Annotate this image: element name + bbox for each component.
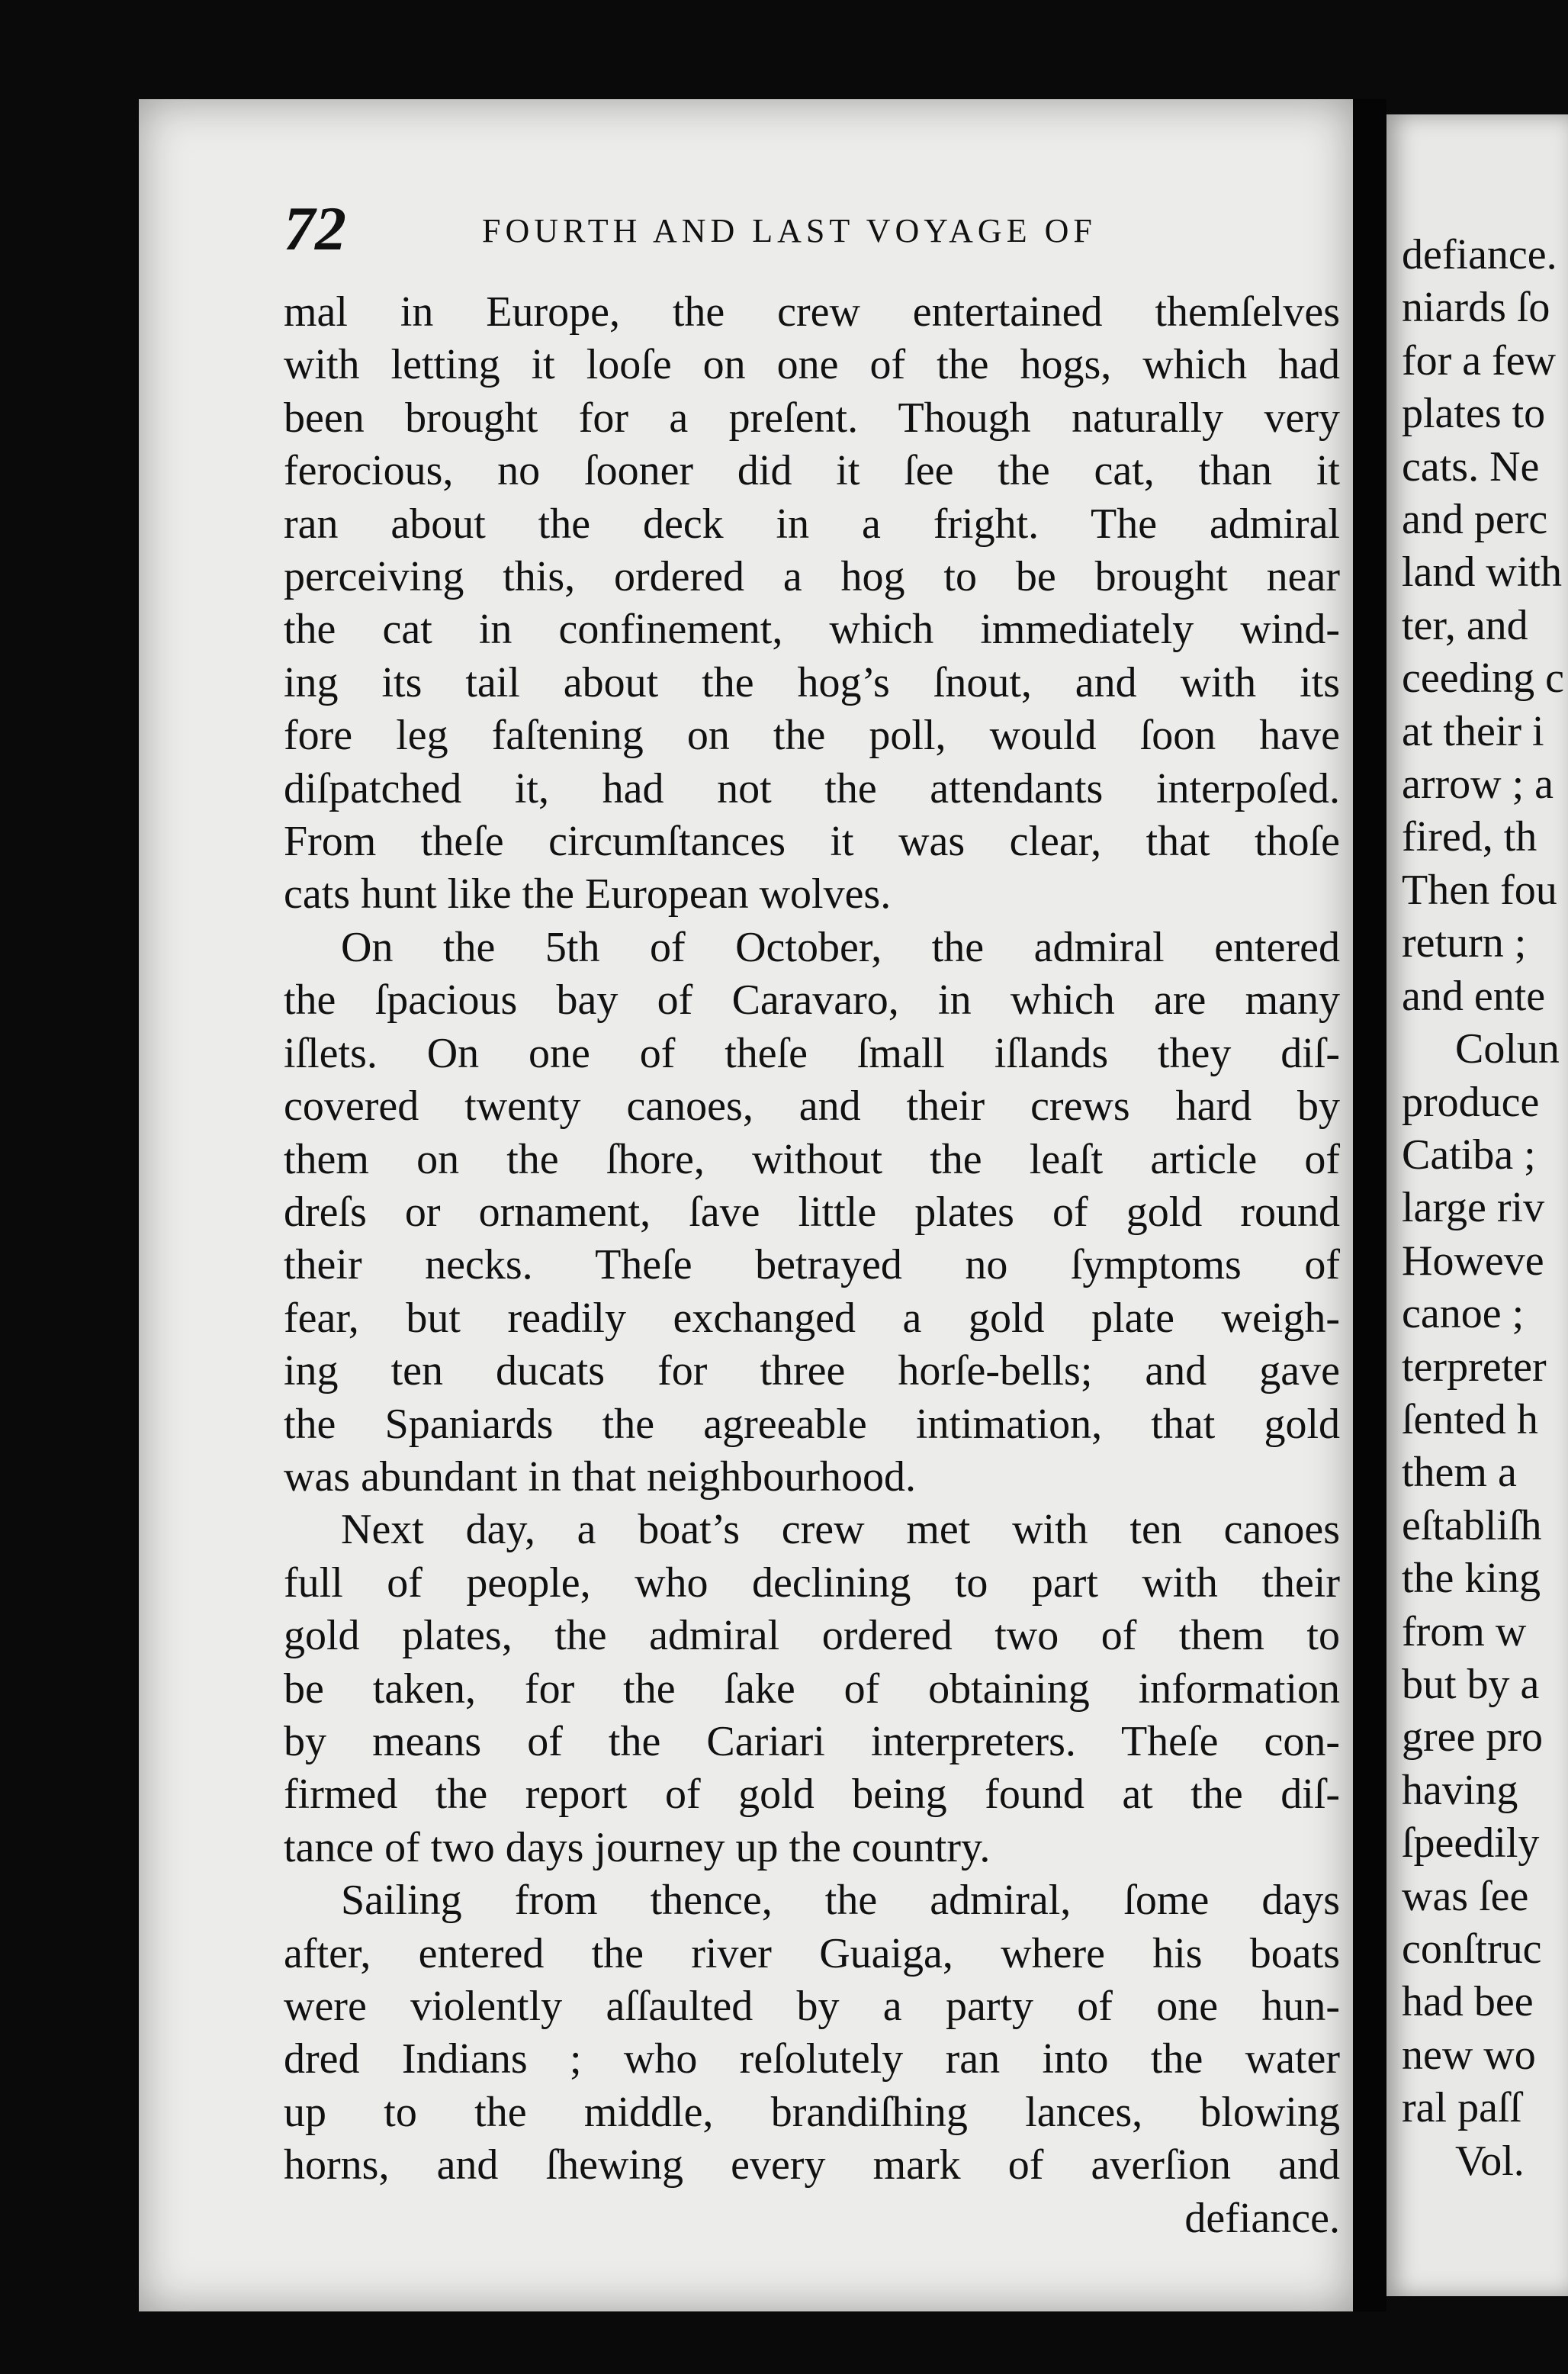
text-line: and perc: [1402, 496, 1548, 544]
text-line: after, entered the river Guaiga, where his boats: [284, 1929, 1340, 1977]
text-line: Sailing from thence, the admiral, ſome days: [341, 1877, 1340, 1925]
text-line: the cat in confinement, which immediately wind-: [284, 606, 1340, 654]
running-title: FOURTH AND LAST VOYAGE OF: [482, 212, 1097, 249]
text-line: by means of the Cariari interpreters. Theſe con-: [284, 1717, 1340, 1765]
text-line: Vol.: [1455, 2137, 1525, 2185]
text-line: Then fou: [1402, 866, 1557, 914]
text-line: fear, but readily exchanged a gold plate weigh-: [284, 1294, 1340, 1342]
text-line: ſpeedily: [1402, 1819, 1540, 1867]
text-line: covered twenty canoes, and their crews hard by: [284, 1082, 1340, 1131]
text-line: niards ſo: [1402, 284, 1550, 332]
text-line: the ſpacious bay of Caravaro, in which are many: [284, 976, 1340, 1025]
book-gutter: [1353, 99, 1386, 2311]
text-line: ſented h: [1402, 1395, 1538, 1443]
text-line: firmed the report of gold being found at the diſ-: [284, 1771, 1340, 1819]
text-line: gree pro: [1402, 1713, 1544, 1761]
text-line: with letting it looſe on one of the hogs, which had: [284, 341, 1340, 389]
text-line: the king: [1402, 1555, 1541, 1603]
text-line: been brought for a preſent. Though naturally very: [284, 394, 1340, 442]
text-line: new wo: [1402, 2031, 1536, 2079]
text-line: had bee: [1402, 1978, 1534, 2026]
text-line: From theſe circumſtances it was clear, that thoſe: [284, 818, 1340, 866]
text-line: the Spaniards the agreeable intimation, that gold: [284, 1400, 1340, 1448]
text-line: having: [1402, 1766, 1518, 1814]
text-line: ing its tail about the hog’s ſnout, and with its: [284, 658, 1340, 706]
text-line: were violently aſſaulted by a party of one hun-: [284, 1983, 1340, 2030]
page-number: 72: [284, 194, 346, 263]
text-line: ral paſſ: [1402, 2084, 1522, 2132]
text-line: large riv: [1402, 1184, 1545, 1232]
text-line: up to the middle, brandiſhing lances, blowing: [284, 2088, 1340, 2136]
text-line: at their i: [1402, 707, 1544, 755]
text-line: cats. Ne: [1402, 442, 1540, 491]
text-line: and ente: [1402, 972, 1546, 1020]
text-line: was abundant in that neighbourhood.: [284, 1452, 916, 1501]
text-line: but by a: [1402, 1660, 1540, 1708]
text-line: ter, and: [1402, 601, 1528, 649]
text-line: was ſee: [1402, 1872, 1529, 1920]
text-line: full of people, who declining to part with their: [284, 1559, 1340, 1607]
facing-page-text: [1402, 229, 1568, 2188]
left-page: [139, 99, 1353, 2311]
text-line: plates to: [1402, 390, 1546, 438]
text-line: diſpatched it, had not the attendants interpoſed.: [284, 764, 1340, 812]
text-line: Catiba ;: [1402, 1131, 1536, 1179]
text-line: ran about the deck in a fright. The admiral: [284, 500, 1340, 548]
text-line: cats hunt like the European wolves.: [284, 870, 892, 918]
facing-page: [1386, 114, 1568, 2296]
text-line: perceiving this, ordered a hog to be brought near: [284, 553, 1340, 601]
text-line: produce: [1402, 1078, 1540, 1126]
text-line: ferocious, no ſooner did it ſee the cat, than it: [284, 447, 1340, 495]
text-line: eſtabliſh: [1402, 1501, 1542, 1549]
text-line: ceeding c: [1402, 655, 1564, 703]
text-line: mal in Europe, the crew entertained themſelves: [284, 288, 1340, 336]
text-line: ing ten ducats for three horſe-bells; and gave: [284, 1347, 1340, 1395]
page-header: [284, 191, 1351, 267]
text-line: for a few: [1402, 336, 1557, 384]
text-line: arrow ; a: [1402, 761, 1554, 809]
text-line: Colun: [1455, 1025, 1560, 1073]
text-line: from w: [1402, 1607, 1527, 1655]
text-line: horns, and ſhewing every mark of averſion and: [284, 2141, 1340, 2189]
text-line: defiance.: [1402, 231, 1557, 278]
text-line: them on the ſhore, without the leaſt article of: [284, 1135, 1340, 1183]
text-line: Next day, a boat’s crew met with ten canoes: [341, 1506, 1340, 1554]
text-line: fired, th: [1402, 813, 1537, 861]
text-line: terpreter: [1402, 1343, 1547, 1391]
text-line: dreſs or ornament, ſave little plates of gold round: [284, 1188, 1340, 1236]
text-line: tance of two days journey up the country.: [284, 1823, 991, 1871]
catchword: defiance.: [1184, 2194, 1340, 2242]
text-line: them a: [1402, 1449, 1517, 1497]
text-line: be taken, for the ſake of obtaining information: [284, 1665, 1340, 1713]
text-line: return ;: [1402, 919, 1527, 967]
text-line: On the 5th of October, the admiral entered: [341, 923, 1340, 971]
text-line: canoe ;: [1402, 1290, 1525, 1338]
text-line: their necks. Theſe betrayed no ſymptoms of: [284, 1241, 1340, 1289]
text-line: gold plates, the admiral ordered two of them to: [284, 1612, 1340, 1660]
text-line: fore leg faſtening on the poll, would ſoon have: [284, 712, 1340, 760]
text-line: iſlets. On one of theſe ſmall iſlands they diſ-: [284, 1029, 1340, 1077]
text-line: dred Indians ; who reſolutely ran into the water: [284, 2035, 1340, 2083]
text-line: conſtruc: [1402, 1925, 1542, 1973]
text-line: land with: [1402, 548, 1562, 597]
body-text: [284, 286, 1340, 2245]
text-line: Howeve: [1402, 1237, 1544, 1285]
